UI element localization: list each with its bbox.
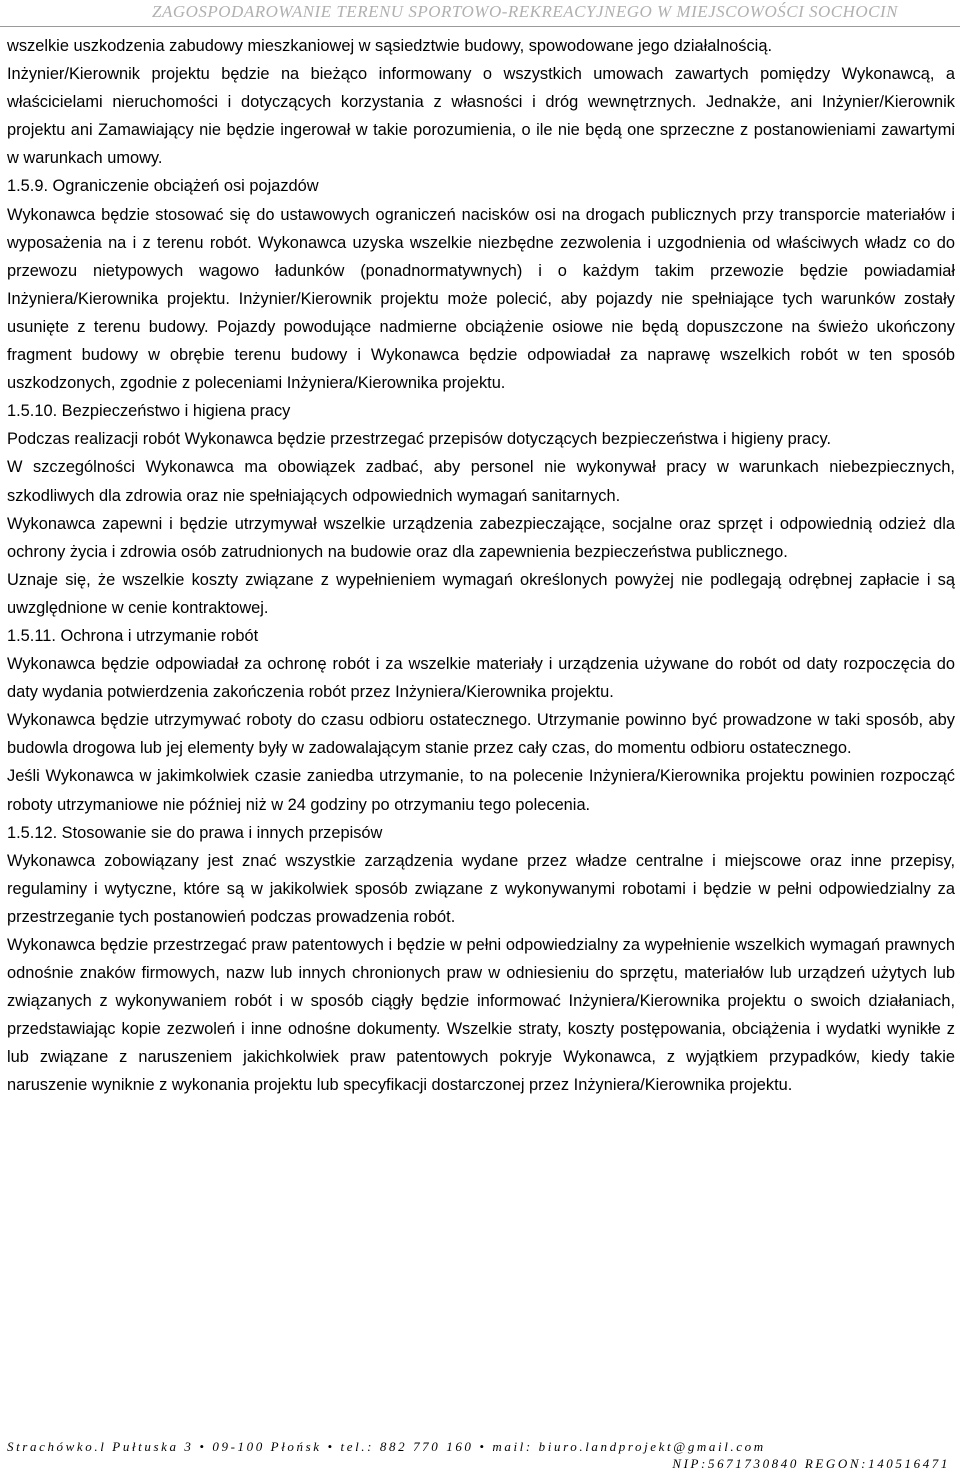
section-heading: 1.5.11. Ochrona i utrzymanie robót [7,626,259,645]
paragraph: Wykonawca będzie stosować się do ustawowych ograniczeń nacisków osi na drogach publicznych przy transporcie materiałów i wyposażenia na i z terenu robót. Wykonawca uzyska wszelkie niezbędne zezwolenia i uzgodnienia od właściwych władz co do przewozu nietypowych wagowo ładunków (ponadnormatywnych) i o każdym takim przewozie będzie powiadamiał Inżyniera/Kierownika projektu. Inżynier/Kierownik projektu może polecić, aby pojazdy nie spełniające tych warunków zostały usunięte z terenu budowy. Pojazdy powodujące nadmierne obciążenie osiowe nie będą dopuszczone na świeżo ukończony fragment budowy w obrębie terenu budowy i Wykonawca będzie odpowiadał za naprawę wszelkich robót w ten sposób uszkodzonych, zgodnie z poleceniami Inżyniera/Kierownika projektu. [7,205,955,393]
document-body [7,32,955,1100]
paragraph: Uznaje się, że wszelkie koszty związane z wypełnieniem wymagań określonych powyżej nie podlegają odrębnej zapłacie i są uwzględnione w cenie kontraktowej. [7,570,955,617]
paragraph: Wykonawca będzie utrzymywać roboty do czasu odbioru ostatecznego. Utrzymanie powinno być prowadzone w taki sposób, aby budowla drogowa lub jej elementy były w zadowalającym stanie przez cały czas, do momentu odbioru ostatecznego. [7,711,955,758]
paragraph: Wykonawca zapewni i będzie utrzymywał wszelkie urządzenia zabezpieczające, socjalne oraz sprzęt i odpowiednią odzież dla ochrony życia i zdrowia osób zatrudnionych na budowie oraz dla zapewnienia bezpieczeństwa publicznego. [7,514,955,561]
page-footer [0,1437,960,1475]
document-title: ZAGOSPODAROWANIE TERENU SPORTOWO-REKREACYJNEGO W MIEJSCOWOŚCI SOCHOCIN [151,2,898,21]
paragraph: Wykonawca będzie odpowiadał za ochronę robót i za wszelkie materiały i urządzenia używane do robót od daty rozpoczęcia do daty wydania potwierdzenia zakończenia robót przez Inżyniera/Kierownika projektu. [7,655,955,702]
section-heading: 1.5.9. Ograniczenie obciążeń osi pojazdów [7,177,319,196]
paragraph: Wykonawca będzie przestrzegać praw patentowych i będzie w pełni odpowiedzialny za wypełnienie wszelkich wymagań prawnych odnośnie znaków firmowych, nazw lub innych chronionych praw w odniesieniu do sprzętu, materiałów lub urządzeń użytych lub związanych z wykonywaniem robót i w sposób ciągły będzie informować Inżyniera/Kierownika projektu o swoich działaniach, przedstawiając kopie zezwoleń i inne odnośne dokumenty. Wszelkie straty, koszty postępowania, obciążenia i wydatki wynikłe z lub związane z naruszeniem jakichkolwiek praw patentowych pokryje Wykonawca, z wyjątkiem przypadków, kiedy takie naruszenie wyniknie z wykonania projektu lub specyfikacji dostarczonej przez Inżyniera/Kierownika projektu. [7,936,955,1095]
paragraph: Podczas realizacji robót Wykonawca będzie przestrzegać przepisów dotyczących bezpieczeństwa i higieny pracy. [7,430,832,449]
footer-contact: Strachówko.l Pułtuska 3 • 09-100 Płońsk • tel.: 882 770 160 • mail: biuro.landprojekt@gmail.com [7,1439,766,1454]
page-header [0,0,960,27]
footer-registration: NIP:5671730840 REGON:140516471 [672,1456,950,1471]
section-heading: 1.5.12. Stosowanie sie do prawa i innych przepisów [7,823,383,842]
section-heading: 1.5.10. Bezpieczeństwo i higiena pracy [7,402,291,421]
paragraph: Wykonawca zobowiązany jest znać wszystkie zarządzenia wydane przez władze centralne i miejscowe oraz inne przepisy, regulaminy i wytyczne, które są w jakikolwiek sposób związane z wykonywanymi robotami i będzie w pełni odpowiedzialny za przestrzeganie tych postanowień podczas prowadzenia robót. [7,851,955,926]
paragraph: wszelkie uszkodzenia zabudowy mieszkaniowej w sąsiedztwie budowy, spowodowane jego działalnością. [7,37,772,55]
paragraph: Inżynier/Kierownik projektu będzie na bieżąco informowany o wszystkich umowach zawartych pomiędzy Wykonawcą, a właścicielami nieruchomości i dotyczących korzystania z własności i dróg wewnętrznych. Jednakże, ani Inżynier/Kierownik projektu ani Zamawiający nie będzie ingerował w takie porozumienia, o ile nie będą one sprzeczne z postanowieniami zawartymi w warunkach umowy. [7,65,955,168]
paragraph: Jeśli Wykonawca w jakimkolwiek czasie zaniedba utrzymanie, to na polecenie Inżyniera/Kierownika projektu powinien rozpocząć roboty utrzymaniowe nie później niż w 24 godziny po otrzymaniu tego polecenia. [7,767,955,814]
paragraph: W szczególności Wykonawca ma obowiązek zadbać, aby personel nie wykonywał pracy w warunkach niebezpiecznych, szkodliwych dla zdrowia oraz nie spełniających odpowiednich wymagań sanitarnych. [7,458,955,505]
